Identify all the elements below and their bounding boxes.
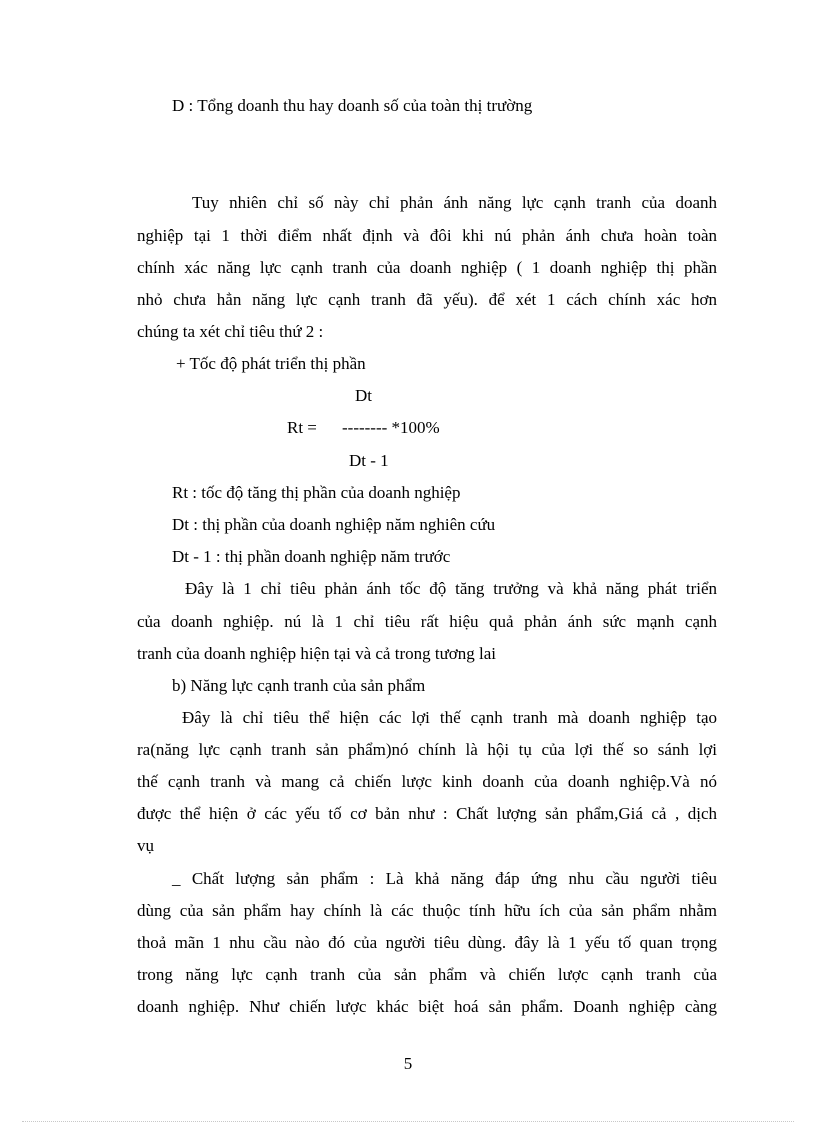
definition-dt-1: Dt - 1 : thị phần doanh nghiệp năm trước — [172, 547, 451, 566]
definition-dt: Dt : thị phần của doanh nghiệp năm nghiên cứu — [172, 515, 496, 534]
paragraph3-line: ra(năng lực cạnh tranh sản phẩm)nó chính là hội tụ của lợi thế so sánh lợi — [137, 740, 717, 759]
definition-rt: Rt : tốc độ tăng thị phần của doanh nghiệp — [172, 483, 461, 502]
formula-numerator: Dt — [355, 386, 372, 405]
paragraph4-line: doanh nghiệp. Như chiến lược khác biệt hoá sản phẩm. Doanh nghiệp càng — [137, 997, 717, 1016]
formula-denominator: Dt - 1 — [349, 451, 389, 470]
formula-lhs: Rt = — [287, 418, 317, 437]
paragraph1-line: nghiệp tại 1 thời điểm nhất định và đôi khi nú phản ánh chưa hoàn toàn — [137, 226, 717, 245]
paragraph4-line: thoả mãn 1 nhu cầu nào đó của người tiêu dùng. đây là 1 yếu tố quan trọng — [137, 933, 717, 952]
paragraph3-line: vụ — [137, 836, 154, 855]
paragraph3-line: được thể hiện ở các yếu tố cơ bản như : Chất lượng sản phẩm,Giá cả , dịch — [137, 804, 717, 823]
paragraph4-line: trong năng lực cạnh tranh của sản phẩm và chiến lược cạnh tranh của — [137, 965, 717, 984]
paragraph4-line: _ Chất lượng sản phẩm : Là khả năng đáp ứng nhu cầu người tiêu — [172, 869, 717, 888]
paragraph2-line: tranh của doanh nghiệp hiện tại và cả trong tương lai — [137, 644, 497, 663]
paragraph1-line: Tuy nhiên chỉ số này chỉ phản ánh năng lực cạnh tranh của doanh — [192, 193, 717, 212]
paragraph1-line: chúng ta xét chỉ tiêu thứ 2 : — [137, 322, 324, 341]
paragraph4-line: dùng của sản phẩm hay chính là các thuộc tính hữu ích của sản phẩm nhằm — [137, 901, 717, 920]
criterion-heading: + Tốc độ phát triển thị phần — [176, 354, 366, 373]
page-number: 5 — [403, 1054, 413, 1073]
section-b-heading: b) Năng lực cạnh tranh của sản phẩm — [172, 676, 426, 695]
paragraph2-line: của doanh nghiệp. nú là 1 chỉ tiêu rất hiệu quả phản ánh sức mạnh cạnh — [137, 612, 717, 631]
paragraph3-line: thế cạnh tranh và mang cả chiến lược kinh doanh của doanh nghiệp.Và nó — [137, 772, 717, 791]
paragraph2-line: Đây là 1 chỉ tiêu phản ánh tốc độ tăng trưởng và khả năng phát triển — [185, 579, 717, 598]
definition-d: D : Tổng doanh thu hay doanh số của toàn thị trường — [172, 96, 533, 115]
page-bottom-divider — [22, 1121, 794, 1122]
paragraph3-line: Đây là chỉ tiêu thể hiện các lợi thế cạnh tranh mà doanh nghiệp tạo — [182, 708, 717, 727]
paragraph1-line: chính xác năng lực cạnh tranh của doanh nghiệp ( 1 doanh nghiệp thị phần — [137, 258, 717, 277]
paragraph1-line: nhỏ chưa hẳn năng lực cạnh tranh đã yếu). để xét 1 cách chính xác hơn — [137, 290, 717, 309]
formula-fraction-bar: -------- *100% — [342, 418, 440, 437]
